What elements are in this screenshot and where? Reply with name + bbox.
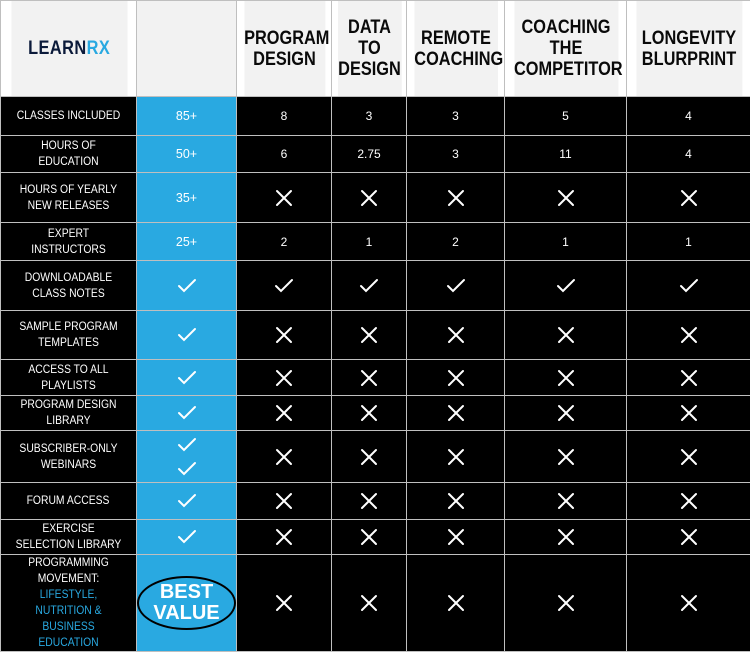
- cell-value: [237, 396, 332, 431]
- cell-value: [505, 173, 627, 223]
- cell-value-text: 5: [562, 109, 569, 123]
- learnrx-column-header: [137, 1, 237, 97]
- cross-icon: [332, 369, 406, 387]
- cross-icon: [332, 528, 406, 546]
- row-label-text: HOURS OF YEARLY NEW RELEASES: [13, 182, 124, 214]
- table-row: [1, 520, 750, 555]
- row-label: [1, 311, 137, 360]
- cell-value-text: 3: [452, 109, 459, 123]
- row-label-text: SAMPLE PROGRAM TEMPLATES: [13, 319, 124, 351]
- learnrx-value: [137, 97, 237, 136]
- cell-value-text: 4: [685, 109, 692, 123]
- cell-value: [627, 261, 750, 311]
- learnrx-value-text: 35+: [176, 191, 197, 205]
- check-icon: [137, 404, 236, 422]
- cross-icon: [332, 492, 406, 510]
- cell-value: [627, 555, 750, 652]
- cell-value: [237, 223, 332, 261]
- cell-value: [505, 483, 627, 520]
- cell-value: [505, 396, 627, 431]
- column-header-longevity-blurprint: LONGEVITY BLURPRINT: [635, 1, 742, 97]
- cell-value: [332, 261, 407, 311]
- row-label: [1, 396, 137, 431]
- cross-icon: [407, 189, 504, 207]
- cell-value: [627, 483, 750, 520]
- cross-icon: [407, 326, 504, 344]
- cell-value: [627, 136, 750, 173]
- cross-icon: [627, 594, 750, 612]
- cross-icon: [627, 492, 750, 510]
- learnrx-value-text: 50+: [176, 147, 197, 161]
- check-icon: [137, 326, 236, 344]
- learnrx-value: [137, 396, 237, 431]
- cell-value: [407, 136, 505, 173]
- cross-icon: [627, 448, 750, 466]
- cell-value: [407, 173, 505, 223]
- table-row: [1, 431, 750, 483]
- cross-icon: [505, 189, 626, 207]
- learnrx-value: [137, 555, 237, 652]
- cell-value: [237, 173, 332, 223]
- cross-icon: [332, 448, 406, 466]
- cross-icon: [407, 369, 504, 387]
- cross-icon: [237, 492, 331, 510]
- cell-value-text: 1: [562, 235, 569, 249]
- cell-value: [332, 173, 407, 223]
- cell-value: [627, 360, 750, 396]
- learnrx-value: [137, 483, 237, 520]
- cross-icon: [407, 594, 504, 612]
- cell-value: [627, 431, 750, 483]
- learnrx-value: [137, 223, 237, 261]
- column-header-remote-coaching: REMOTE COACHING: [413, 1, 497, 97]
- cell-value-text: 1: [685, 235, 692, 249]
- cross-icon: [505, 528, 626, 546]
- cell-value: [627, 223, 750, 261]
- row-label-text: CLASSES INCLUDED: [17, 108, 121, 124]
- cell-value: [627, 396, 750, 431]
- cell-value: [407, 431, 505, 483]
- cell-value-text: 1: [366, 235, 373, 249]
- row-label-text: EXPERT INSTRUCTORS: [13, 226, 124, 258]
- cell-value: [332, 136, 407, 173]
- cell-value: [407, 261, 505, 311]
- cell-value-text: 2: [452, 235, 459, 249]
- cross-icon: [505, 594, 626, 612]
- cross-icon: [332, 326, 406, 344]
- cell-value: [237, 136, 332, 173]
- cross-icon: [627, 369, 750, 387]
- cell-value: [627, 520, 750, 555]
- column-header-coaching-the-competitor: COACHING THE COMPETITOR: [513, 1, 618, 97]
- cell-value: [237, 261, 332, 311]
- row-label-text: FORUM ACCESS: [27, 493, 110, 509]
- cross-icon: [627, 404, 750, 422]
- cell-value: [332, 520, 407, 555]
- learnrx-logo: [10, 1, 127, 97]
- double-check-icon: [137, 436, 236, 478]
- learnrx-value: [137, 431, 237, 483]
- learnrx-value: [137, 311, 237, 360]
- cell-value: [407, 360, 505, 396]
- cell-value: [505, 360, 627, 396]
- check-icon: [237, 277, 331, 295]
- table-row: [1, 555, 750, 652]
- learnrx-value-text: 25+: [176, 235, 197, 249]
- learnrx-value-text: 85+: [176, 109, 197, 123]
- cell-value: [407, 520, 505, 555]
- cell-value: [505, 223, 627, 261]
- cell-value: [407, 97, 505, 136]
- cell-value: [237, 555, 332, 652]
- cross-icon: [505, 448, 626, 466]
- cell-value: [332, 223, 407, 261]
- table-row: [1, 483, 750, 520]
- row-label: [1, 97, 137, 136]
- cross-icon: [407, 528, 504, 546]
- cell-value-text: 3: [452, 147, 459, 161]
- row-label-text: ACCESS TO ALL PLAYLISTS: [13, 362, 124, 394]
- cell-value: [407, 555, 505, 652]
- row-label-text: PROGRAMMING MOVEMENT:: [13, 555, 124, 587]
- row-label: [1, 223, 137, 261]
- best-value-badge: BEST VALUE: [137, 576, 236, 630]
- cell-value: [237, 520, 332, 555]
- cell-value: [332, 97, 407, 136]
- learnrx-value: [137, 261, 237, 311]
- cell-value: [505, 97, 627, 136]
- cross-icon: [332, 404, 406, 422]
- cell-value: [627, 97, 750, 136]
- check-icon: [137, 492, 236, 510]
- logo-part-2: RX: [86, 38, 110, 59]
- row-label-highlight: LIFESTYLE, NUTRITION & BUSINESS EDUCATION: [13, 587, 124, 651]
- table-row: [1, 223, 750, 261]
- cell-value-text: 2.75: [357, 147, 380, 161]
- cross-icon: [627, 326, 750, 344]
- row-label: [1, 555, 137, 652]
- column-header-data-to-design: DATA TO DESIGN: [337, 1, 402, 97]
- check-icon: [627, 277, 750, 295]
- cell-value-text: 11: [559, 147, 571, 161]
- cross-icon: [505, 369, 626, 387]
- table-row: [1, 311, 750, 360]
- cell-value: [505, 431, 627, 483]
- column-header-program-design: PROGRAM DESIGN: [243, 1, 325, 97]
- table-row: [1, 360, 750, 396]
- cross-icon: [237, 528, 331, 546]
- cell-value: [407, 311, 505, 360]
- row-label-text: PROGRAM DESIGN LIBRARY: [13, 397, 124, 429]
- check-icon: [505, 277, 626, 295]
- logo-part-1: LEARN: [28, 38, 86, 59]
- cell-value: [627, 311, 750, 360]
- cross-icon: [237, 448, 331, 466]
- check-icon: [137, 277, 236, 295]
- row-label-text: DOWNLOADABLE CLASS NOTES: [13, 270, 124, 302]
- check-icon: [332, 277, 406, 295]
- cross-icon: [237, 326, 331, 344]
- table-row: [1, 396, 750, 431]
- row-label: [1, 173, 137, 223]
- row-label: [1, 261, 137, 311]
- cell-value: [332, 555, 407, 652]
- header-row: [1, 1, 750, 97]
- cell-value: [237, 483, 332, 520]
- cross-icon: [237, 594, 331, 612]
- row-label: [1, 136, 137, 173]
- cross-icon: [237, 369, 331, 387]
- cross-icon: [407, 448, 504, 466]
- row-label-text: EXERCISE SELECTION LIBRARY: [13, 521, 124, 553]
- row-label: [1, 360, 137, 396]
- cell-value: [237, 431, 332, 483]
- check-icon: [407, 277, 504, 295]
- cross-icon: [407, 492, 504, 510]
- cell-value: [332, 311, 407, 360]
- cell-value: [407, 223, 505, 261]
- check-icon: [137, 369, 236, 387]
- cell-value: [407, 483, 505, 520]
- cross-icon: [237, 404, 331, 422]
- cell-value: [505, 520, 627, 555]
- learnrx-value: [137, 360, 237, 396]
- table-row: [1, 136, 750, 173]
- row-label: [1, 520, 137, 555]
- cell-value: [505, 136, 627, 173]
- row-label: [1, 483, 137, 520]
- row-label: [1, 431, 137, 483]
- cross-icon: [332, 594, 406, 612]
- cross-icon: [505, 326, 626, 344]
- cross-icon: [505, 404, 626, 422]
- cell-value: [237, 360, 332, 396]
- learnrx-value: [137, 520, 237, 555]
- cell-value: [237, 97, 332, 136]
- table-row: [1, 173, 750, 223]
- cell-value: [505, 261, 627, 311]
- cross-icon: [332, 189, 406, 207]
- cell-value-text: 4: [685, 147, 692, 161]
- cell-value: [505, 311, 627, 360]
- check-icon: [137, 528, 236, 546]
- cell-value-text: 6: [281, 147, 288, 161]
- table-row: [1, 261, 750, 311]
- cell-value: [407, 396, 505, 431]
- cell-value: [332, 483, 407, 520]
- row-label-text: SUBSCRIBER-ONLY WEBINARS: [13, 441, 124, 473]
- cell-value: [332, 431, 407, 483]
- cell-value: [332, 396, 407, 431]
- cell-value: [505, 555, 627, 652]
- cell-value-text: 8: [281, 109, 288, 123]
- cross-icon: [505, 492, 626, 510]
- cell-value-text: 2: [281, 235, 288, 249]
- table-row: [1, 97, 750, 136]
- cell-value: [627, 173, 750, 223]
- cell-value-text: 3: [366, 109, 373, 123]
- learnrx-value: [137, 136, 237, 173]
- cross-icon: [627, 189, 750, 207]
- cell-value: [237, 311, 332, 360]
- cross-icon: [237, 189, 331, 207]
- row-label-text: HOURS OF EDUCATION: [13, 138, 124, 170]
- cross-icon: [627, 528, 750, 546]
- cross-icon: [407, 404, 504, 422]
- cell-value: [332, 360, 407, 396]
- learnrx-value: [137, 173, 237, 223]
